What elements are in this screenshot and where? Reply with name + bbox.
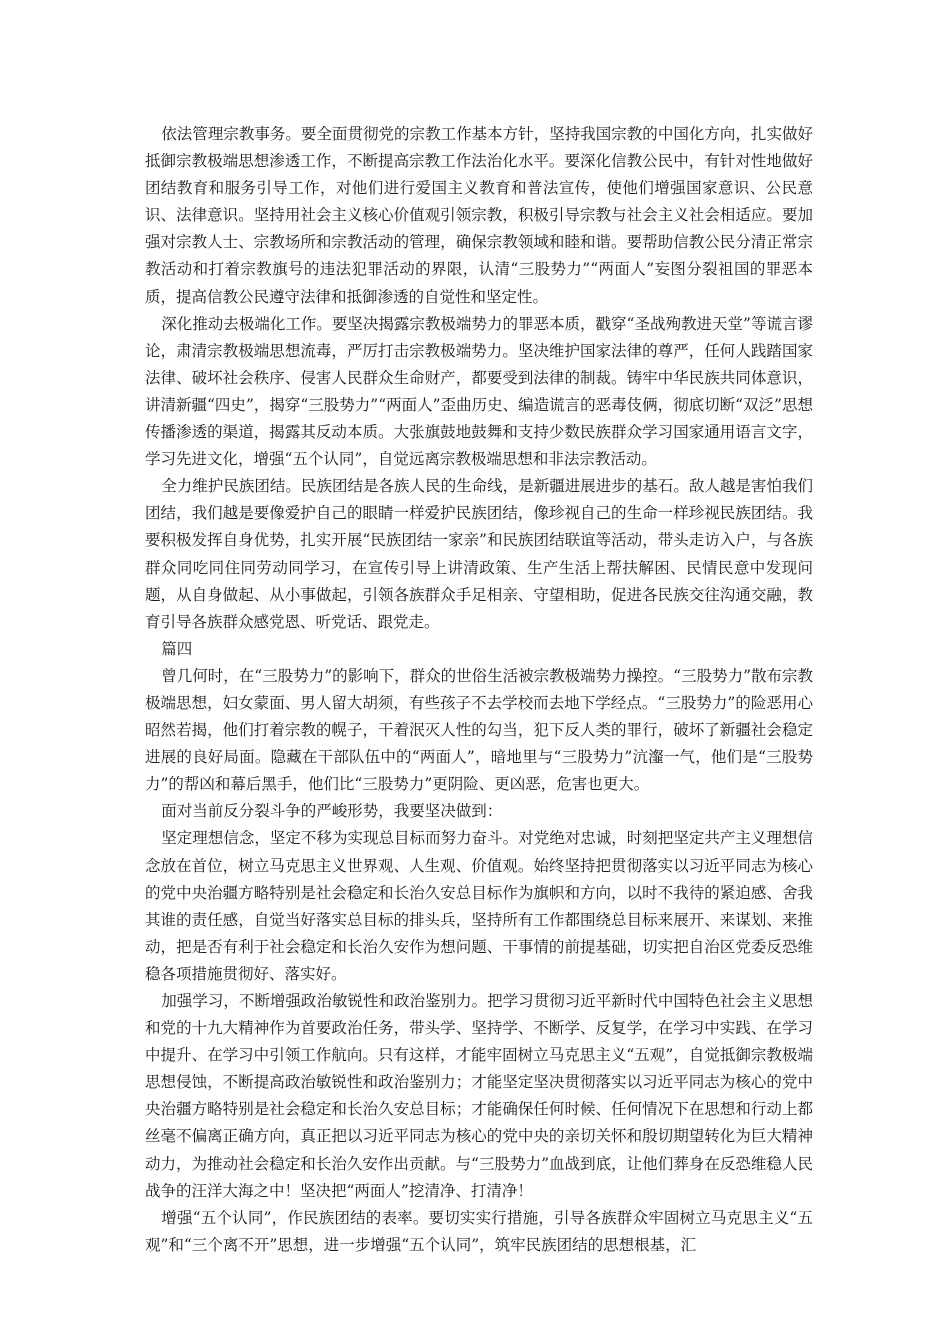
paragraph-study: 加强学习，不断增强政治敏锐性和政治鉴别力。把学习贯彻习近平新时代中国特色社会主义思想和党的十九大精神作为首要政治任务，带头学、坚持学、不断学、反复学，在学习中实践、在学习中提升、在学习中引领工作航向。只有这样，才能牢固树立马克思主义“五观”，自觉抵御宗教极端思想侵蚀，不断提高政治敏锐性和政治鉴别力；才能坚定坚决贯彻落实以习近平同志为核心的党中央治疆方略特别是社会稳定和长治久安总目标；才能确保任何时候、任何情况下在思想和行动上都丝毫不偏离正确方向，真正把以习近平同志为核心的党中央的亲切关怀和殷切期望转化为巨大精神动力，为推动社会稳定和长治久安作出贡献。与“三股势力”血战到底，让他们葬身在反恐维稳人民战争的汪洋大海之中！坚决把“两面人”挖清净、打清净！ xyxy=(145,992,813,1200)
paragraph-deradicalization: 深化推动去极端化工作。要坚决揭露宗教极端势力的罪恶本质，戳穿“圣战殉教进天堂”等谎言谬论，肃清宗教极端思想流毒，严厉打击宗教极端势力。坚决维护国家法律的尊严，任何人践踏国家法律、破坏社会秩序、侵害人民群众生命财产，都要受到法律的制裁。铸牢中华民族共同体意识，讲清新疆“四史”，揭穿“三股势力”“两面人”歪曲历史、编造谎言的恶毒伎俩，彻底切断“双泛”思想传播渗透的渠道，揭露其反动本质。大张旗鼓地鼓舞和支持少数民族群众学习国家通用语言文字，学习先进文化，增强“五个认同”，自觉远离宗教极端思想和非法宗教活动。 xyxy=(145,314,813,469)
document-page xyxy=(145,121,813,1259)
paragraph-resolve: 面对当前反分裂斗争的严峻形势，我要坚决做到： xyxy=(161,802,503,821)
paragraph-three-forces: 曾几何时，在“三股势力”的影响下，群众的世俗生活被宗教极端势力操控。“三股势力”散布宗教极端思想，妇女蒙面、男人留大胡须，有些孩子不去学校而去地下学经点。“三股势力”的险恶用心昭然若揭，他们打着宗教的幌子，干着泯灭人性的勾当，犯下反人类的罪行，破坏了新疆社会稳定进展的良好局面。隐藏在干部队伍中的“两面人”，暗地里与“三股势力”沆瀣一气，他们是“三股势力”的帮凶和幕后黑手，他们比“三股势力”更阴险、更凶恶，危害也更大。 xyxy=(145,666,813,794)
paragraph-religious-affairs: 依法管理宗教事务。要全面贯彻党的宗教工作基本方针，坚持我国宗教的中国化方向，扎实做好抵御宗教极端思想渗透工作，不断提高宗教工作法治化水平。要深化信教公民中，有针对性地做好团结教育和服务引导工作，对他们进行爱国主义教育和普法宣传，使他们增强国家意识、公民意识、法律意识。坚持用社会主义核心价值观引领宗教，积极引导宗教与社会主义社会相适应。要加强对宗教人士、宗教场所和宗教活动的管理，确保宗教领域和睦和谐。要帮助信教公民分清正常宗教活动和打着宗教旗号的违法犯罪活动的界限，认清“三股势力”“两面人”妄图分裂祖国的罪恶本质，提高信教公民遵守法律和抵御渗透的自觉性和坚定性。 xyxy=(145,125,813,306)
paragraph-ethnic-unity: 全力维护民族团结。民族团结是各族人民的生命线，是新疆进展进步的基石。敌人越是害怕我们团结，我们越是要像爱护自己的眼睛一样爱护民族团结，像珍视自己的生命一样珍视民族团结。我要积极发挥自身优势，扎实开展“民族团结一家亲”和民族团结联谊等活动，带头走访入户，与各族群众同吃同住同劳动同学习，在宣传引导上讲清政策、生产生活上帮扶解困、民情民意中发现问题，从自身做起、从小事做起，引领各族群众手足相亲、守望相助，促进各民族交往沟通交融，教育引导各族群众感党恩、听党话、跟党走。 xyxy=(145,477,813,631)
paragraph-ideals: 坚定理想信念，坚定不移为实现总目标而努力奋斗。对党绝对忠诚，时刻把坚定共产主义理想信念放在首位，树立马克思主义世界观、人生观、价值观。始终坚持把贯彻落实以习近平同志为核心的党中央治疆方略特别是社会稳定和长治久安总目标作为旗帜和方向，以时不我待的紧迫感、舍我其谁的责任感，自觉当好落实总目标的排头兵，坚持所有工作都围绕总目标来展开、来谋划、来推动，把是否有利于社会稳定和长治久安作为想问题、干事情的前提基础，切实把自治区党委反恐维稳各项措施贯彻好、落实好。 xyxy=(145,829,813,983)
section-heading: 篇四 xyxy=(161,639,193,658)
paragraph-five-identities: 增强“五个认同”，作民族团结的表率。要切实实行措施，引导各族群众牢固树立马克思主义“五观”和“三个离不开”思想，进一步增强“五个认同”，筑牢民族团结的思想根基，汇 xyxy=(145,1208,813,1254)
